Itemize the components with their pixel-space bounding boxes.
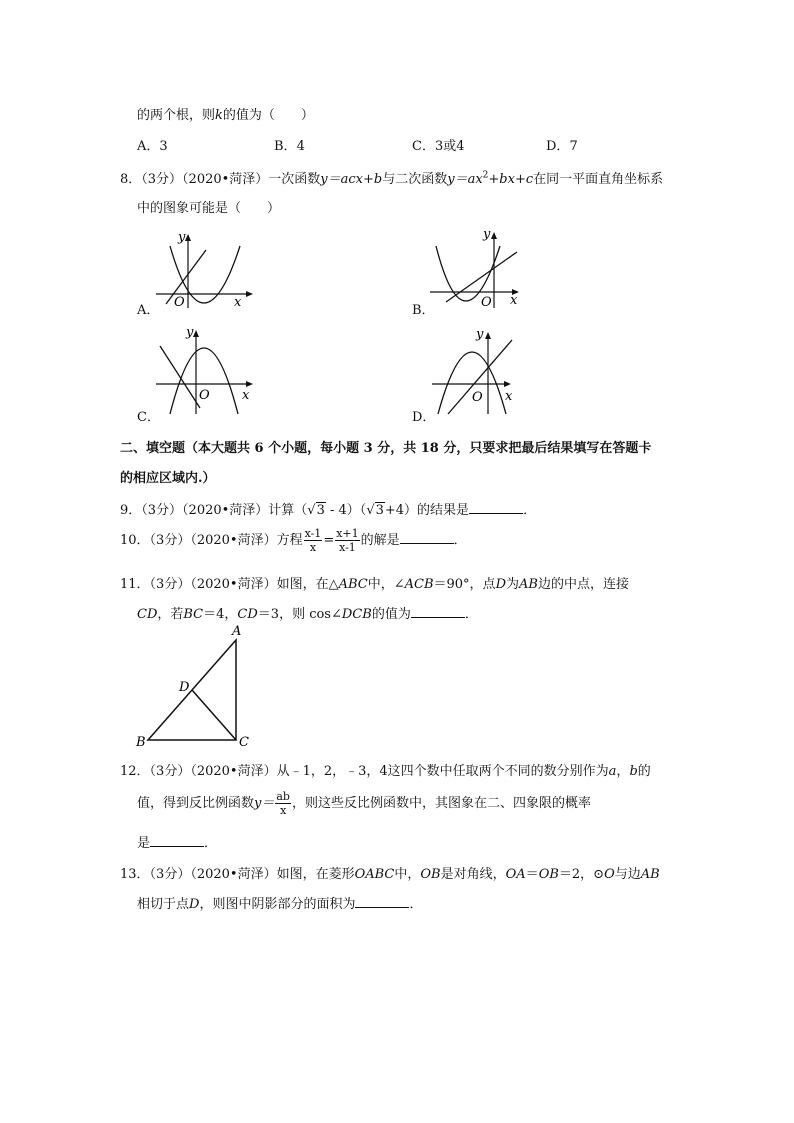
q12-line3: [137, 832, 217, 851]
q10-fraction-1: [304, 527, 323, 554]
q12-text: ，则这些反比例函数中，其图象在二、四象限的概率: [291, 796, 591, 811]
x-label: x: [234, 295, 242, 310]
q13-var: OABC: [354, 867, 395, 882]
graph-a: [150, 228, 260, 310]
y-label: y: [483, 227, 491, 242]
origin-label: O: [199, 388, 210, 403]
q11-answer-blank[interactable]: [411, 605, 465, 618]
q12-end: ．: [204, 836, 218, 851]
q12-comma: ，: [616, 764, 630, 779]
graph-c: [152, 322, 262, 418]
line: [166, 250, 206, 304]
q12-fraction: [275, 790, 291, 817]
q13-var: AB: [640, 867, 660, 882]
graph-b-label: B．: [412, 303, 435, 318]
q11-text: ＝3，则 cos∠: [257, 607, 342, 622]
q9-radicand-1: 3: [316, 503, 325, 518]
y-arrow-icon: [491, 232, 497, 239]
y-label: y: [476, 327, 484, 342]
q10-suffix: 的解是: [360, 533, 400, 548]
origin-label: O: [174, 295, 185, 310]
sqrt-icon: √: [366, 503, 375, 518]
q13-text: 是对角线，: [440, 867, 506, 882]
q11-text: ＝90°，点: [433, 577, 496, 592]
option-letter: B．: [274, 139, 297, 154]
q10-end: ．: [453, 533, 467, 548]
q9-prefix: 9．（3分）（2020•菏泽）计算（: [120, 503, 308, 518]
q11-var: CD: [237, 607, 258, 622]
parabola: [170, 348, 238, 414]
q8-eq-linear: y＝acx+b: [320, 172, 383, 187]
sqrt-icon: √: [307, 503, 316, 518]
origin-label: O: [472, 390, 483, 405]
q11-line2: [137, 603, 478, 622]
q7-option-a[interactable]: [137, 135, 168, 154]
q11-var: ACB: [404, 577, 434, 592]
x-label: x: [510, 293, 518, 308]
y-arrow-icon: [185, 234, 191, 241]
q9-mid: - 4）（: [325, 503, 367, 518]
point-c-label: C: [239, 735, 249, 750]
line: [160, 346, 200, 408]
section-2-header-line2: 的相应区域内.）: [120, 471, 216, 486]
q9-suffix: +4）的结果是: [384, 503, 470, 518]
q9-radicand-2: 3: [375, 503, 384, 518]
q13-text: 与边: [614, 867, 641, 882]
numerator: x+1: [336, 527, 359, 540]
q11-text: 11．（3分）（2020•菏泽）如图，在△: [120, 577, 339, 592]
q11-triangle-figure: [132, 622, 262, 750]
q13-text: ，则图中阴影部分的面积为: [199, 897, 356, 912]
q10: [120, 527, 467, 554]
option-letter: D．: [546, 139, 570, 154]
q10-fraction-2: [335, 527, 359, 554]
q10-prefix: 10．（3分）（2020•菏泽）方程: [120, 533, 303, 548]
q13-var: OB: [420, 867, 441, 882]
q9-answer-blank[interactable]: [469, 501, 523, 514]
q13-text: ＝2，⊙: [558, 867, 605, 882]
option-text: 7: [569, 139, 578, 154]
point-b-label: B: [136, 735, 146, 750]
q13-var: OB: [538, 867, 559, 882]
option-letter: A．: [137, 139, 160, 154]
q12-text: 的: [637, 764, 651, 779]
q11-text: 的值为: [371, 607, 411, 622]
q13-var: OA: [505, 867, 526, 882]
x-arrow-icon: [504, 381, 511, 387]
q12-text: 是: [137, 836, 151, 851]
q12-var-a: a: [608, 764, 617, 779]
q8-eq-quad-sup: 2: [482, 170, 489, 181]
x-label: x: [505, 389, 513, 404]
x-arrow-icon: [246, 291, 253, 297]
q11-var: D: [495, 577, 506, 592]
equals-sign: =: [323, 533, 335, 548]
q8-prefix: 8．（3分）（2020•菏泽）一次函数: [120, 172, 321, 187]
q11-var: ABC: [338, 577, 368, 592]
q7-tail: [137, 104, 314, 123]
q13-answer-blank[interactable]: [355, 895, 409, 908]
q13-text: ＝: [525, 867, 539, 882]
q10-answer-blank[interactable]: [400, 531, 454, 544]
q11-text: 边的中点，连接: [537, 577, 629, 592]
q11-text: ，若: [157, 607, 184, 622]
q8-line2: 中的图象可能是（ ）: [137, 201, 281, 216]
q12-y-eq: y＝: [254, 796, 275, 811]
segment-cd: [192, 690, 236, 740]
q8-suffix: 在同一平面直角坐标系: [533, 172, 664, 187]
y-label: y: [186, 325, 194, 340]
graph-d: [428, 322, 538, 418]
q7-option-b[interactable]: [274, 135, 305, 154]
q13-text: 中，: [394, 867, 421, 882]
q7-option-d[interactable]: [546, 135, 578, 154]
q8-line1: [120, 168, 663, 187]
q13-text: 相切于点: [137, 897, 190, 912]
q11-text: ＝4，: [203, 607, 238, 622]
q8-eq-quad-b: +bx+c: [488, 172, 534, 187]
graph-b: [424, 226, 534, 310]
q8-eq-quad-a: y＝ax: [447, 172, 483, 187]
q11-text: 中，∠: [367, 577, 405, 592]
q11-end: ．: [464, 607, 478, 622]
q12-answer-blank[interactable]: [150, 834, 204, 847]
q11-var: CD: [137, 607, 158, 622]
q8-mid: 与二次函数: [382, 172, 448, 187]
q7-tail-text-2: 的值为（ ）: [222, 108, 314, 123]
parabola: [436, 246, 500, 301]
numerator: ab: [276, 790, 290, 803]
q11-var: DCB: [341, 607, 372, 622]
q9: [120, 499, 536, 518]
q12-var-b: b: [629, 764, 638, 779]
option-text: 3或4: [434, 139, 465, 154]
section-2-header-line1: 二、填空题（本大题共 6 个小题，每小题 3 分，共 18 分，只要求把最后结果填写在答题卡: [120, 441, 652, 456]
y-label: y: [178, 230, 186, 245]
x-label: x: [242, 388, 250, 403]
q11-line1: [120, 573, 629, 592]
q7-option-c[interactable]: [412, 135, 465, 154]
denominator: x-1: [339, 541, 356, 554]
denominator: x: [309, 541, 317, 554]
option-text: 3: [159, 139, 168, 154]
q11-text: 为: [506, 577, 520, 592]
q11-var: AB: [519, 577, 538, 592]
numerator: x-1: [304, 527, 322, 540]
q13-line1: [120, 863, 660, 882]
denominator: x: [280, 804, 287, 817]
q13-var: D: [189, 897, 200, 912]
q13-var: O: [604, 867, 615, 882]
x-arrow-icon: [246, 381, 253, 387]
q12-text: 值，得到反比例函数: [137, 796, 255, 811]
graph-a-label: A．: [137, 303, 160, 318]
graph-d-label: D．: [412, 410, 436, 425]
y-arrow-icon: [193, 330, 199, 337]
option-letter: C．: [412, 139, 435, 154]
option-text: 4: [296, 139, 305, 154]
q9-end: ．: [523, 503, 537, 518]
q11-var: BC: [183, 607, 204, 622]
q12-text: 12．（3分）（2020•菏泽）从﹣1，2，﹣3，4这四个数中任取两个不同的数分别作为: [120, 764, 609, 779]
q13-text: 13．（3分）（2020•菏泽）如图，在菱形: [120, 867, 355, 882]
graph-c-label: C．: [137, 410, 160, 425]
y-arrow-icon: [485, 332, 491, 339]
q13-line2: [137, 893, 422, 912]
q12-line1: [120, 760, 651, 779]
q13-end: ．: [409, 897, 423, 912]
q7-var-k: k: [215, 108, 223, 123]
point-a-label: A: [232, 624, 242, 639]
q12-line2: [137, 790, 591, 817]
point-d-label: D: [179, 680, 190, 695]
origin-label: O: [481, 295, 492, 310]
q7-tail-text: 的两个根，则: [137, 108, 216, 123]
